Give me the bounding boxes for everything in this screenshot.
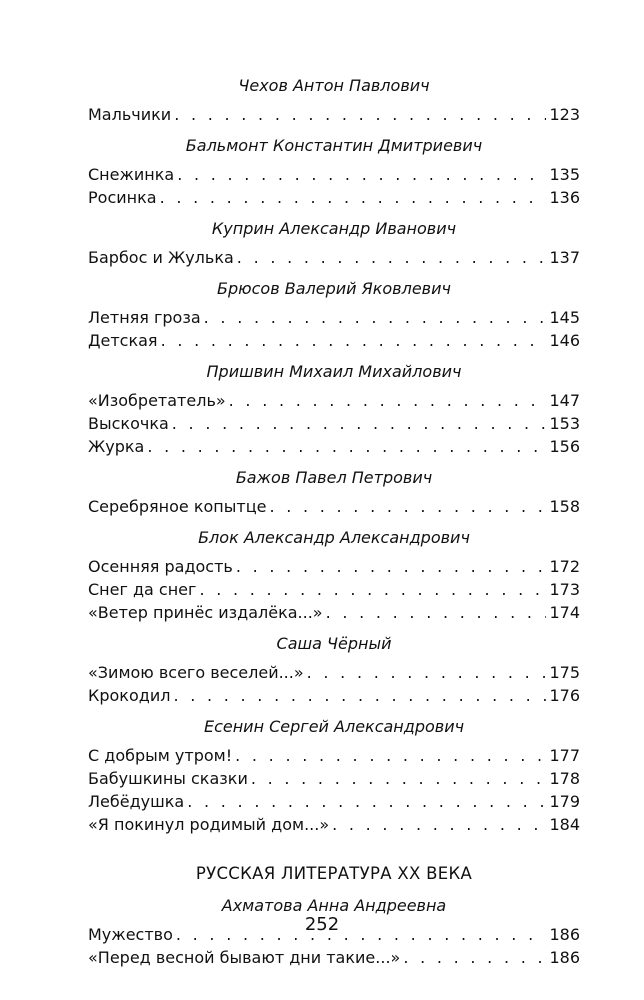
entry-title: Снежинка xyxy=(88,165,175,184)
author-name: Ахматова Анна Андреевна xyxy=(221,896,447,915)
entry-title: Лебёдушка xyxy=(88,792,185,811)
toc-entry xyxy=(88,495,580,518)
dot-leader xyxy=(251,767,547,790)
entry-page: 184 xyxy=(549,815,580,834)
toc-entry xyxy=(88,555,580,578)
author-name: Куприн Александр Иванович xyxy=(211,219,457,238)
toc-entry xyxy=(88,578,580,601)
toc-entry xyxy=(88,306,580,329)
toc-entry xyxy=(88,813,580,836)
author-name: Саша Чёрный xyxy=(276,634,392,653)
entry-title: С добрым утром! xyxy=(88,746,233,765)
entry-page: 179 xyxy=(549,792,580,811)
dot-leader xyxy=(237,246,547,269)
entry-page: 173 xyxy=(549,580,580,599)
dot-leader xyxy=(147,435,546,458)
author-block xyxy=(88,527,580,624)
author-name: Бажов Павел Петрович xyxy=(235,468,433,487)
toc-entry xyxy=(88,767,580,790)
toc-entry xyxy=(88,435,580,458)
entry-title: Мальчики xyxy=(88,105,172,124)
entry-title: Крокодил xyxy=(88,686,171,705)
entry-title: Серебряное копытце xyxy=(88,497,267,516)
entry-page: 145 xyxy=(549,308,580,327)
entry-page: 156 xyxy=(549,437,580,456)
entry-page: 186 xyxy=(549,948,580,967)
toc-entry xyxy=(88,389,580,412)
entry-title: Выскочка xyxy=(88,414,169,433)
entry-title: Мужество xyxy=(88,925,173,944)
entry-title: «Зимою всего веселей...» xyxy=(88,663,304,682)
author-block xyxy=(88,218,580,269)
entry-page: 176 xyxy=(549,686,580,705)
dot-leader xyxy=(174,103,546,126)
author-name: Блок Александр Александрович xyxy=(198,528,470,547)
entry-title: Барбос и Жулька xyxy=(88,248,234,267)
dot-leader xyxy=(229,389,547,412)
entry-title: Осенняя радость xyxy=(88,557,233,576)
dot-leader xyxy=(403,946,546,969)
dot-leader xyxy=(177,163,546,186)
toc-entry xyxy=(88,103,580,126)
toc-entry xyxy=(88,412,580,435)
entry-title: Бабушкины сказки xyxy=(88,769,248,788)
entry-title: Снег да снег xyxy=(88,580,197,599)
dot-leader xyxy=(269,495,546,518)
entry-page: 175 xyxy=(549,663,580,682)
dot-leader xyxy=(204,306,547,329)
entry-title: Журка xyxy=(88,437,145,456)
toc-entry xyxy=(88,790,580,813)
dot-leader xyxy=(236,555,547,578)
toc-entry xyxy=(88,946,580,969)
entry-title: Летняя гроза xyxy=(88,308,201,327)
entry-title: «Изобретатель» xyxy=(88,391,226,410)
dot-leader xyxy=(199,578,546,601)
toc-entry xyxy=(88,163,580,186)
author-name: Бальмонт Константин Дмитриевич xyxy=(185,136,483,155)
entry-title: Детская xyxy=(88,331,158,350)
entry-page: 146 xyxy=(549,331,580,350)
dot-leader xyxy=(160,186,547,209)
author-name: Чехов Антон Павлович xyxy=(238,76,430,95)
dot-leader xyxy=(187,790,546,813)
entry-page: 172 xyxy=(549,557,580,576)
author-block xyxy=(88,75,580,126)
entry-page: 135 xyxy=(549,165,580,184)
entry-page: 136 xyxy=(549,188,580,207)
entry-title: «Я покинул родимый дом...» xyxy=(88,815,330,834)
section-heading: РУССКАЯ ЛИТЕРАТУРА XX ВЕКА xyxy=(195,864,473,883)
author-block xyxy=(88,361,580,458)
author-block xyxy=(88,278,580,352)
author-block xyxy=(88,135,580,209)
toc-entry xyxy=(88,246,580,269)
dot-leader xyxy=(173,684,546,707)
entry-page: 174 xyxy=(549,603,580,622)
toc-entry xyxy=(88,684,580,707)
dot-leader xyxy=(161,329,547,352)
author-block xyxy=(88,467,580,518)
entry-page: 137 xyxy=(549,248,580,267)
author-block xyxy=(88,716,580,836)
entry-page: 147 xyxy=(549,391,580,410)
table-of-contents xyxy=(88,75,580,969)
entry-page: 153 xyxy=(549,414,580,433)
entry-page: 158 xyxy=(549,497,580,516)
entry-page: 178 xyxy=(549,769,580,788)
entry-page: 177 xyxy=(549,746,580,765)
toc-entry xyxy=(88,601,580,624)
dot-leader xyxy=(307,661,547,684)
author-name: Брюсов Валерий Яковлевич xyxy=(217,279,451,298)
toc-entry xyxy=(88,329,580,352)
entry-title: «Перед весной бывают дни такие...» xyxy=(88,948,401,967)
entry-title: «Ветер принёс издалёка...» xyxy=(88,603,323,622)
dot-leader xyxy=(332,813,546,836)
entry-page: 123 xyxy=(549,105,580,124)
dot-leader xyxy=(235,744,546,767)
dot-leader xyxy=(172,412,547,435)
entry-title: Росинка xyxy=(88,188,157,207)
toc-entry xyxy=(88,186,580,209)
toc-entry xyxy=(88,661,580,684)
page-number: 252 xyxy=(304,914,340,935)
author-block xyxy=(88,633,580,707)
author-name: Есенин Сергей Александрович xyxy=(203,717,465,736)
author-name: Пришвин Михаил Михайлович xyxy=(206,362,462,381)
entry-page: 186 xyxy=(549,925,580,944)
toc-entry xyxy=(88,744,580,767)
dot-leader xyxy=(326,601,547,624)
